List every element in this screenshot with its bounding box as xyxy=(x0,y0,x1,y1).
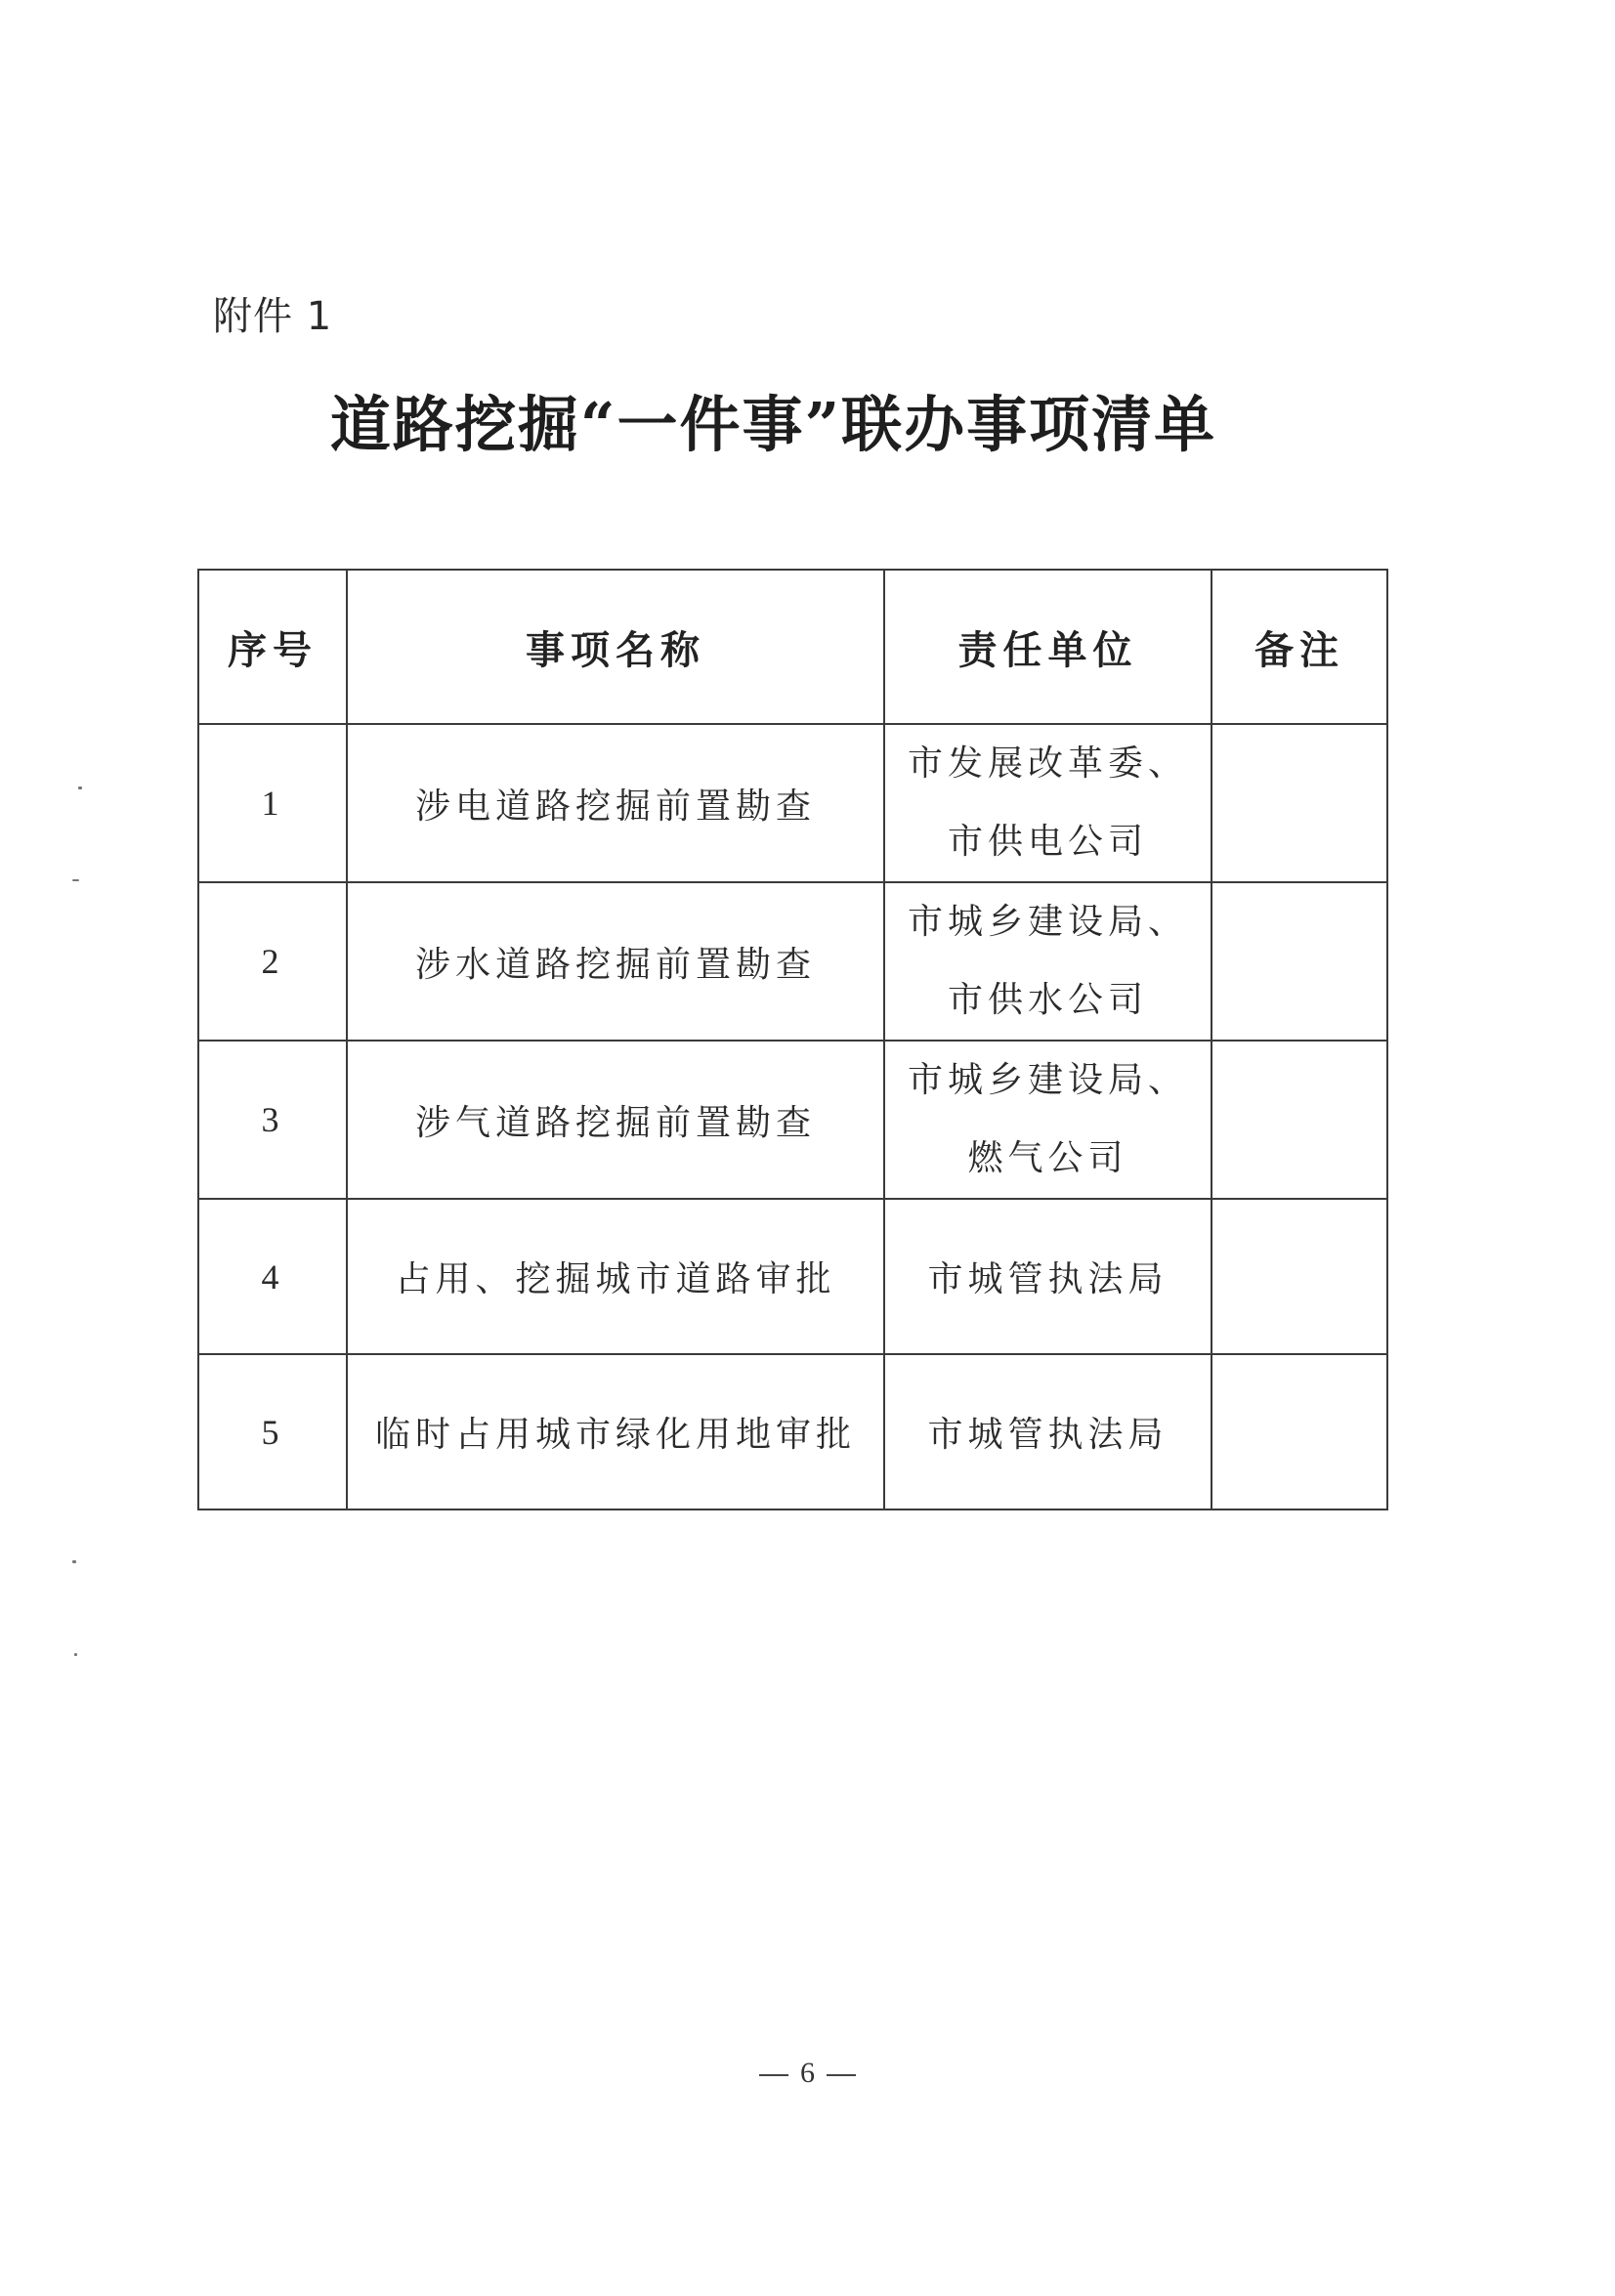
row-remark xyxy=(1211,724,1387,882)
unit-line: 市供电公司 xyxy=(947,822,1148,862)
scan-speck xyxy=(78,787,82,789)
row-item-name: 涉水道路挖掘前置勘查 xyxy=(347,882,884,1041)
table-row xyxy=(198,1199,1387,1354)
header-remark: 备注 xyxy=(1211,570,1387,724)
table-row xyxy=(198,724,1387,882)
row-responsible-unit xyxy=(884,724,1211,882)
row-seq: 1 xyxy=(198,724,347,882)
page-number xyxy=(0,2057,1615,2090)
row-item-name: 涉气道路挖掘前置勘查 xyxy=(347,1041,884,1199)
row-responsible-unit: 市城管执法局 xyxy=(884,1199,1211,1354)
row-item-name: 涉电道路挖掘前置勘查 xyxy=(347,724,884,882)
matters-table xyxy=(197,569,1388,1510)
row-seq: 5 xyxy=(198,1354,347,1509)
row-responsible-unit xyxy=(884,1041,1211,1199)
table-row xyxy=(198,1041,1387,1199)
row-remark xyxy=(1211,882,1387,1041)
unit-line: 燃气公司 xyxy=(967,1138,1128,1178)
scan-speck xyxy=(72,879,79,881)
attachment-label: 附件 1 xyxy=(213,294,333,339)
page-dash-left xyxy=(759,2074,788,2076)
row-item-name: 占用、挖掘城市道路审批 xyxy=(347,1199,884,1354)
unit-line: 市发展改革委、 xyxy=(907,744,1188,784)
document-title-text: 道路挖掘“一件事”联办事项清单 xyxy=(329,389,1217,460)
header-responsible-unit: 责任单位 xyxy=(884,570,1211,724)
scan-speck xyxy=(72,1560,76,1563)
row-seq: 2 xyxy=(198,882,347,1041)
row-responsible-unit: 市城管执法局 xyxy=(884,1354,1211,1509)
table-row xyxy=(198,1354,1387,1509)
row-item-name: 临时占用城市绿化用地审批 xyxy=(347,1354,884,1509)
unit-line: 市城乡建设局、 xyxy=(907,1060,1188,1100)
row-seq: 4 xyxy=(198,1199,347,1354)
scan-speck xyxy=(74,1653,77,1656)
table-row xyxy=(198,882,1387,1041)
unit-line: 市城乡建设局、 xyxy=(907,902,1188,942)
row-seq: 3 xyxy=(198,1041,347,1199)
page-number-value: 6 xyxy=(800,2057,815,2089)
document-title xyxy=(0,376,1615,463)
row-remark xyxy=(1211,1041,1387,1199)
row-remark xyxy=(1211,1354,1387,1509)
row-remark xyxy=(1211,1199,1387,1354)
header-seq: 序号 xyxy=(198,570,347,724)
unit-line: 市供水公司 xyxy=(947,980,1148,1020)
header-item-name: 事项名称 xyxy=(347,570,884,724)
table-header-row xyxy=(198,570,1387,724)
page-dash-right xyxy=(827,2074,856,2076)
row-responsible-unit xyxy=(884,882,1211,1041)
